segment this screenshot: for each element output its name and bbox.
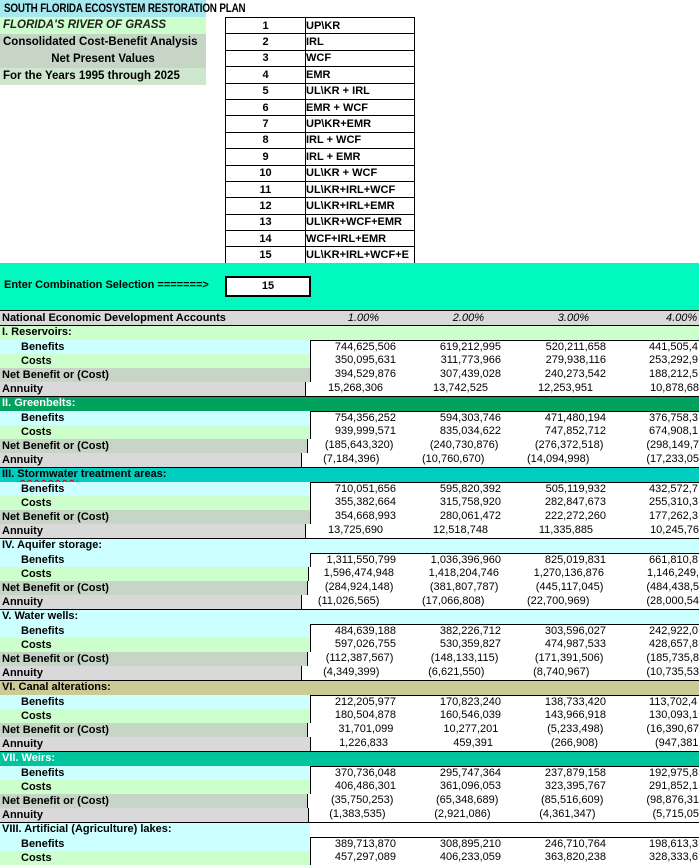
value-cell[interactable]: 661,810,8 (649, 554, 698, 566)
row-label-costs: Costs (0, 354, 310, 368)
value-cell[interactable]: 1,226,833 (339, 737, 388, 749)
value-cell[interactable]: (14,094,998) (527, 453, 590, 465)
value-cell[interactable]: (16,390,67 (646, 723, 699, 735)
value-cell[interactable]: 222,272,260 (544, 510, 606, 522)
value-cell[interactable]: 459,391 (453, 737, 493, 749)
combo-code-cell[interactable]: WCF (306, 50, 415, 66)
value-cell[interactable]: 363,820,238 (544, 851, 606, 863)
value-cell[interactable]: 382,226,712 (439, 625, 501, 637)
value-cell[interactable]: 370,736,048 (334, 767, 396, 779)
row-label-annuity: Annuity (0, 382, 305, 396)
ned-title: National Economic Development Accounts (2, 312, 226, 324)
row-values (308, 567, 699, 581)
value-cell[interactable]: (284,924,148) (324, 581, 394, 593)
value-cell[interactable]: 11,335,885 (538, 524, 594, 536)
section-header-4 (0, 538, 699, 553)
row-benefits (0, 695, 699, 709)
row-label-net: Net Benefit or (Cost) (0, 368, 310, 382)
combo-code-cell[interactable]: UP\KR (306, 18, 415, 34)
value-cell[interactable]: 180,504,878 (334, 709, 396, 721)
row-costs (0, 780, 699, 794)
value-cell[interactable]: 31,701,099 (338, 723, 394, 735)
combo-row (226, 247, 415, 263)
row-label-costs: Costs (0, 780, 310, 794)
value-cell[interactable]: 406,486,301 (334, 780, 396, 792)
value-cell[interactable]: 282,847,673 (544, 496, 606, 508)
value-cell[interactable]: (5,715,05 (652, 808, 699, 820)
combo-code-cell[interactable]: EMR + WCF (306, 99, 415, 115)
row-values (307, 581, 699, 595)
row-benefits (0, 624, 699, 638)
row-values (310, 624, 699, 638)
value-cell[interactable]: 177,262,3 (649, 510, 698, 522)
row-label-net: Net Benefit or (Cost) (0, 723, 307, 737)
row-label-annuity: Annuity (0, 737, 310, 751)
row-values (307, 652, 699, 666)
section-title: VII. Weirs: (2, 752, 55, 764)
value-cell[interactable]: 474,987,533 (544, 638, 606, 650)
section-title: I. Reservoirs: (2, 326, 72, 338)
value-cell[interactable]: 355,382,664 (334, 496, 396, 508)
row-net (0, 581, 699, 595)
combo-code-cell[interactable]: UP\KR+EMR (306, 116, 415, 132)
section-title: V. Water wells: (2, 610, 79, 622)
value-cell[interactable]: 939,999,571 (334, 425, 396, 437)
analysis-title: Consolidated Cost-Benefit Analysis (0, 34, 206, 51)
value-cell[interactable]: (28,000,54 (646, 595, 699, 607)
value-cell[interactable]: 113,702,4 (649, 696, 698, 708)
row-label-benefits: Benefits (0, 411, 310, 425)
value-cell[interactable]: 350,095,631 (334, 354, 396, 366)
combo-row (226, 99, 415, 115)
value-cell[interactable]: 595,820,392 (439, 483, 501, 495)
value-cell[interactable]: (98,876,31 (646, 794, 699, 806)
row-net (0, 652, 699, 666)
combo-code-cell[interactable]: UL\KR + WCF (306, 165, 415, 181)
value-cell[interactable]: 10,878,68 (650, 382, 699, 394)
plan-title: SOUTH FLORIDA ECOSYSTEM RESTORATION PLAN (4, 1, 246, 15)
value-cell[interactable]: (6,621,550) (428, 666, 485, 678)
value-cell[interactable]: 170,823,240 (439, 696, 501, 708)
section-header-3 (0, 467, 699, 482)
value-cell[interactable]: 376,758,3 (649, 412, 698, 424)
row-annuity (0, 666, 699, 680)
row-values (310, 638, 699, 652)
value-cell[interactable]: 12,518,748 (433, 524, 489, 536)
value-cell[interactable]: 130,093,1 (649, 709, 698, 721)
selection-prompt: Enter Combination Selection =======> (4, 279, 209, 291)
value-cell[interactable]: 295,747,364 (439, 767, 501, 779)
value-cell[interactable]: 594,303,746 (439, 412, 501, 424)
ned-header-row (0, 310, 699, 325)
value-cell[interactable]: 15,268,306 (328, 382, 384, 394)
value-cell[interactable]: (4,349,399) (323, 666, 380, 678)
combo-row (226, 181, 415, 197)
value-cell[interactable]: (65,348,689) (436, 794, 499, 806)
row-values (310, 482, 699, 496)
section-header-8 (0, 822, 699, 837)
combo-code-cell[interactable]: EMR (306, 67, 415, 83)
plan-title-row (0, 0, 246, 17)
combo-code-cell[interactable]: IRL (306, 34, 415, 50)
value-cell[interactable]: 323,395,767 (544, 780, 606, 792)
value-cell[interactable]: 10,245,76 (650, 524, 699, 536)
row-values (310, 340, 699, 354)
row-values (310, 354, 699, 368)
value-cell[interactable]: (11,026,565) (317, 595, 380, 607)
row-net (0, 794, 699, 808)
row-values (301, 453, 699, 467)
combo-number-cell[interactable]: 11 (226, 181, 306, 197)
row-net (0, 368, 699, 382)
combo-number-cell[interactable]: 1 (226, 18, 306, 34)
section-title: VIII. Artificial (Agriculture) lakes: (2, 823, 172, 835)
rate-header-4: 4.00% (666, 312, 698, 324)
row-benefits (0, 482, 699, 496)
combo-number-cell[interactable]: 12 (226, 198, 306, 214)
row-label-costs: Costs (0, 709, 310, 723)
combo-row (226, 50, 415, 66)
value-cell[interactable]: 13,742,525 (433, 382, 489, 394)
value-cell[interactable]: 484,639,188 (334, 625, 396, 637)
combo-row (226, 214, 415, 230)
row-values (310, 780, 699, 794)
combo-row (226, 116, 415, 132)
row-label-annuity: Annuity (0, 808, 308, 822)
combo-number-cell[interactable]: 7 (226, 116, 306, 132)
value-cell[interactable]: (17,233,05 (646, 453, 699, 465)
row-label-benefits: Benefits (0, 624, 310, 638)
row-annuity (0, 382, 699, 396)
value-cell[interactable]: 432,572,7 (649, 483, 698, 495)
value-cell[interactable]: 160,546,039 (439, 709, 501, 721)
row-costs (0, 354, 699, 368)
value-cell[interactable]: 279,938,116 (545, 354, 606, 366)
value-cell[interactable]: 280,061,472 (439, 510, 501, 522)
rate-header-1: 1.00% (347, 312, 379, 324)
combo-row (226, 149, 415, 165)
row-values (301, 666, 699, 680)
value-cell[interactable]: (22,700,969) (527, 595, 590, 607)
section-title: II. Greenbelts: (2, 397, 76, 409)
row-costs (0, 851, 699, 865)
row-values (305, 382, 699, 396)
combo-code-cell[interactable]: IRL + WCF (306, 132, 415, 148)
value-cell[interactable]: (10,735,53 (646, 666, 699, 678)
combo-code-cell[interactable]: UL\KR+IRL+WCF (306, 181, 415, 197)
row-annuity (0, 453, 699, 467)
value-cell[interactable]: 237,879,158 (544, 767, 606, 779)
row-values (308, 808, 699, 822)
combo-number-cell[interactable]: 6 (226, 99, 306, 115)
section-header-7 (0, 751, 699, 766)
combo-number-cell[interactable]: 14 (226, 231, 306, 247)
value-cell[interactable]: 198,613,3 (649, 838, 698, 850)
value-cell[interactable]: 597,026,755 (334, 638, 396, 650)
title-block (0, 0, 246, 85)
row-values (310, 851, 699, 865)
value-cell[interactable]: 13,725,690 (328, 524, 384, 536)
row-values (310, 737, 699, 751)
row-label-net: Net Benefit or (Cost) (0, 510, 310, 524)
value-cell[interactable]: 354,668,993 (334, 510, 396, 522)
value-cell[interactable]: 12,253,951 (538, 382, 594, 394)
row-label-annuity: Annuity (0, 453, 301, 467)
row-values (307, 794, 699, 808)
combo-code-cell[interactable]: UL\KR + IRL (306, 83, 415, 99)
net-present-values-label: Net Present Values (0, 51, 206, 68)
value-cell[interactable]: 308,895,210 (439, 838, 501, 850)
combination-selection-input[interactable]: 15 (225, 276, 311, 297)
combo-code-cell[interactable]: UL\KR+WCF+EMR (306, 214, 415, 230)
value-cell[interactable]: 389,713,870 (334, 838, 396, 850)
years-range-label: For the Years 1995 through 2025 (0, 68, 206, 85)
row-annuity (0, 595, 699, 609)
combo-code-cell[interactable]: IRL + EMR (306, 149, 415, 165)
misspelled-word: Stormwater (17, 468, 78, 480)
value-cell[interactable]: (4,361,347) (539, 808, 596, 820)
value-cell[interactable]: 246,710,764 (544, 838, 606, 850)
value-cell[interactable]: (112,387,567) (325, 652, 394, 664)
combo-number-cell[interactable]: 3 (226, 50, 306, 66)
combo-number-cell[interactable]: 8 (226, 132, 306, 148)
row-net (0, 723, 699, 737)
value-cell[interactable]: 242,922,0 (649, 625, 698, 637)
value-cell[interactable]: (2,921,086) (434, 808, 491, 820)
row-label-costs: Costs (0, 496, 310, 510)
value-cell[interactable]: 520,211,658 (545, 341, 606, 353)
combo-number-cell[interactable]: 2 (226, 34, 306, 50)
section-title: VI. Canal alterations: (2, 681, 111, 693)
row-benefits (0, 837, 699, 851)
combo-number-cell[interactable]: 13 (226, 214, 306, 230)
row-label-costs: Costs (0, 851, 310, 865)
value-cell[interactable]: (1,383,535) (329, 808, 386, 820)
value-cell[interactable]: 307,439,028 (439, 368, 501, 380)
value-cell[interactable]: (185,643,320) (324, 439, 394, 451)
row-label-benefits: Benefits (0, 695, 310, 709)
value-cell[interactable]: 361,096,053 (439, 780, 501, 792)
combo-code-cell[interactable]: UL\KR+IRL+WCF+E (306, 247, 415, 263)
value-cell[interactable]: 441,505,4 (649, 341, 698, 353)
row-label-net: Net Benefit or (Cost) (0, 652, 307, 666)
combo-number-cell[interactable]: 4 (226, 67, 306, 83)
row-annuity (0, 808, 699, 822)
combo-code-cell[interactable]: WCF+IRL+EMR (306, 231, 415, 247)
sections-area (0, 325, 699, 865)
value-cell[interactable]: (85,516,609) (541, 794, 604, 806)
value-cell[interactable]: 471,480,194 (544, 412, 606, 424)
value-cell[interactable]: 143,966,918 (544, 709, 606, 721)
row-values (310, 368, 699, 382)
row-label-benefits: Benefits (0, 482, 310, 496)
row-values (310, 709, 699, 723)
combo-row (226, 132, 415, 148)
row-net (0, 510, 699, 524)
value-cell[interactable]: (5,233,498) (547, 723, 604, 735)
row-costs (0, 496, 699, 510)
row-values (305, 524, 699, 538)
value-cell[interactable]: 835,034,622 (439, 425, 501, 437)
combo-code-cell[interactable]: UL\KR+IRL+EMR (306, 198, 415, 214)
value-cell[interactable]: 406,233,059 (439, 851, 501, 863)
row-benefits (0, 553, 699, 567)
value-cell[interactable]: 255,310,3 (649, 496, 698, 508)
value-cell[interactable]: 138,733,420 (544, 696, 606, 708)
value-cell[interactable]: 747,852,712 (544, 425, 606, 437)
value-cell[interactable]: (148,133,115) (430, 652, 499, 664)
row-values (310, 510, 699, 524)
value-cell[interactable]: 253,292,9 (649, 354, 698, 366)
top-area (0, 0, 699, 263)
river-of-grass-subtitle: FLORIDA'S RIVER OF GRASS (0, 17, 206, 34)
combo-row (226, 83, 415, 99)
value-cell[interactable]: (8,740,967) (533, 666, 590, 678)
value-cell[interactable]: 1,146,249, (647, 567, 699, 579)
combo-number-cell[interactable]: 15 (226, 247, 306, 263)
row-values (307, 723, 699, 737)
section-header-5 (0, 609, 699, 624)
row-costs (0, 638, 699, 652)
value-cell[interactable]: 291,852,1 (649, 780, 698, 792)
value-cell[interactable]: 457,297,089 (334, 851, 396, 863)
combo-row (226, 198, 415, 214)
row-label-costs: Costs (0, 638, 310, 652)
value-cell[interactable]: 825,019,831 (544, 554, 606, 566)
value-cell[interactable]: (7,184,396) (323, 453, 380, 465)
value-cell[interactable]: (276,372,518) (534, 439, 604, 451)
combination-table (225, 17, 415, 264)
rate-header-3: 3.00% (557, 312, 589, 324)
value-cell[interactable]: 303,596,027 (544, 625, 606, 637)
row-label-net: Net Benefit or (Cost) (0, 794, 307, 808)
row-net (0, 439, 699, 453)
value-cell[interactable]: (10,760,670) (422, 453, 485, 465)
value-cell[interactable]: (947,381 (655, 737, 699, 749)
row-label-benefits: Benefits (0, 340, 310, 354)
row-values (310, 553, 699, 567)
row-values (307, 439, 699, 453)
value-cell[interactable]: 619,212,995 (439, 341, 501, 353)
row-values (310, 496, 699, 510)
row-annuity (0, 524, 699, 538)
value-cell[interactable]: (484,438,5 (646, 581, 699, 593)
value-cell[interactable]: 1,036,396,960 (430, 554, 501, 566)
row-label-costs: Costs (0, 567, 308, 581)
row-costs (0, 567, 699, 581)
value-cell[interactable]: (35,750,253) (331, 794, 394, 806)
row-label-annuity: Annuity (0, 595, 301, 609)
value-cell[interactable]: (266,908) (550, 737, 598, 749)
row-label-benefits: Benefits (0, 553, 310, 567)
row-values (310, 695, 699, 709)
row-values (310, 766, 699, 780)
row-benefits (0, 411, 699, 425)
value-cell[interactable]: 1,418,204,746 (428, 567, 499, 579)
row-annuity (0, 737, 699, 751)
row-benefits (0, 766, 699, 780)
value-cell[interactable]: 1,270,136,876 (533, 567, 604, 579)
row-values (310, 411, 699, 425)
rate-header-2: 2.00% (452, 312, 484, 324)
value-cell[interactable]: 315,758,920 (439, 496, 501, 508)
row-values (310, 837, 699, 851)
row-label-annuity: Annuity (0, 666, 301, 680)
row-label-net: Net Benefit or (Cost) (0, 581, 307, 595)
row-costs (0, 709, 699, 723)
value-cell[interactable]: 240,273,542 (544, 368, 606, 380)
value-cell[interactable]: 710,051,656 (334, 483, 396, 495)
value-cell[interactable]: 674,908,1 (649, 425, 698, 437)
combo-number-cell[interactable]: 5 (226, 83, 306, 99)
value-cell[interactable]: 428,657,8 (649, 638, 698, 650)
combo-number-cell[interactable]: 9 (226, 149, 306, 165)
row-label-net: Net Benefit or (Cost) (0, 439, 307, 453)
value-cell[interactable]: 311,773,966 (440, 354, 501, 366)
section-header-1 (0, 325, 699, 340)
value-cell[interactable]: 212,205,977 (334, 696, 396, 708)
row-benefits (0, 340, 699, 354)
value-cell[interactable]: 192,975,8 (649, 767, 698, 779)
value-cell[interactable]: (17,066,808) (422, 595, 485, 607)
row-values (301, 595, 699, 609)
section-header-2 (0, 396, 699, 411)
value-cell[interactable]: 754,356,252 (334, 412, 396, 424)
combo-row (226, 18, 415, 34)
value-cell[interactable]: 328,333,6 (649, 851, 698, 863)
value-cell[interactable]: (445,117,045) (535, 581, 604, 593)
section-title-suffix: treatment areas: (77, 468, 167, 480)
combo-row (226, 67, 415, 83)
combo-row (226, 231, 415, 247)
value-cell[interactable]: 505,119,932 (545, 483, 606, 495)
combo-number-cell[interactable]: 10 (226, 165, 306, 181)
value-cell[interactable]: (171,391,506) (534, 652, 604, 664)
value-cell[interactable]: (240,730,876) (429, 439, 499, 451)
selection-band (0, 263, 699, 310)
row-costs (0, 425, 699, 439)
combo-row (226, 34, 415, 50)
value-cell[interactable]: (185,735,8 (646, 652, 699, 664)
value-cell[interactable]: 394,529,876 (334, 368, 396, 380)
section-title-prefix: III. (2, 468, 18, 480)
row-label-benefits: Benefits (0, 766, 310, 780)
value-cell[interactable]: (298,149,7 (646, 439, 699, 451)
value-cell[interactable]: 188,212,5 (649, 368, 698, 380)
section-title: IV. Aquifer storage: (2, 539, 103, 551)
value-cell[interactable]: 1,311,550,799 (326, 554, 396, 566)
row-values (310, 425, 699, 439)
row-label-annuity: Annuity (0, 524, 305, 538)
value-cell[interactable]: (381,807,787) (429, 581, 499, 593)
section-header-6 (0, 680, 699, 695)
combo-row (226, 165, 415, 181)
value-cell[interactable]: 530,359,827 (439, 638, 501, 650)
row-label-costs: Costs (0, 425, 310, 439)
value-cell[interactable]: 1,596,474,948 (323, 567, 394, 579)
value-cell[interactable]: 744,625,506 (334, 341, 396, 353)
row-label-benefits: Benefits (0, 837, 310, 851)
value-cell[interactable]: 10,277,201 (443, 723, 499, 735)
